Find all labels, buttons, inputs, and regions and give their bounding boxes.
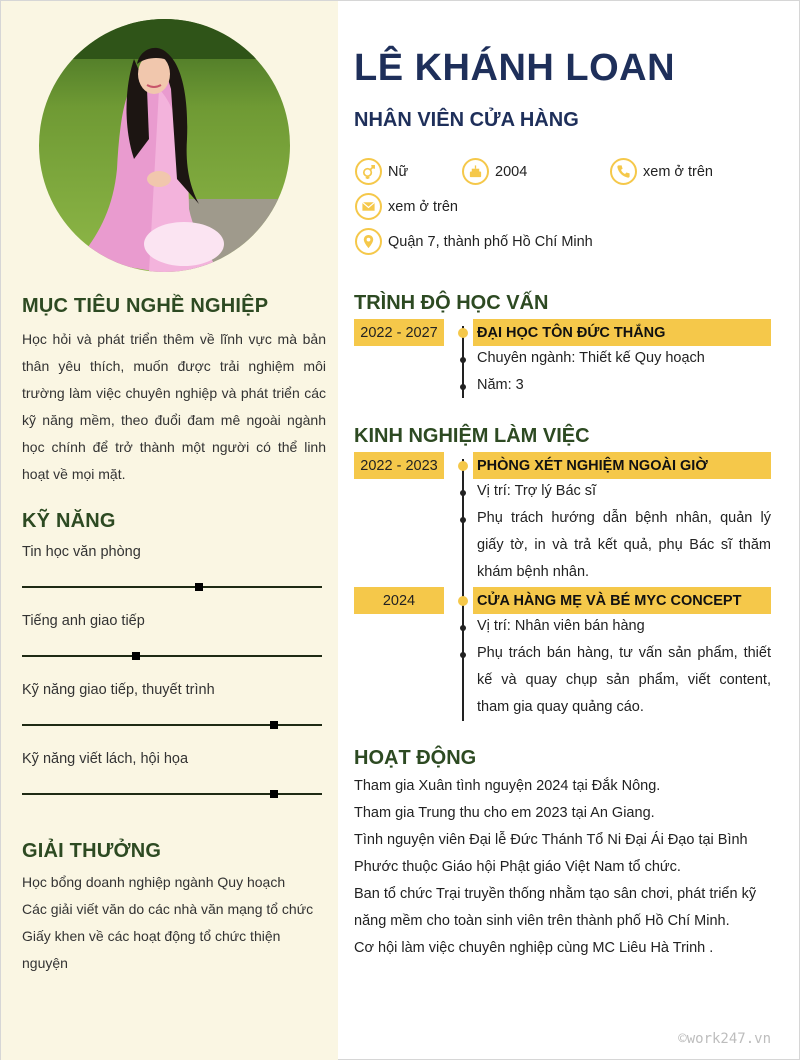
birthday-cake-icon [462, 158, 489, 185]
skill-label: Kỹ năng viết lách, hội họa [22, 751, 189, 767]
skill-bar [22, 655, 322, 657]
skill-level-marker [132, 652, 140, 660]
activities-list [354, 773, 774, 962]
timeline-bullet [460, 625, 466, 631]
skill-label: Tiếng anh giao tiếp [22, 613, 145, 629]
education-heading: TRÌNH ĐỘ HỌC VẤN [354, 292, 549, 314]
profile-photo [39, 19, 290, 272]
portrait-image [39, 19, 290, 272]
skill-bar [22, 724, 322, 726]
education-years: 2022 - 2027 [354, 319, 444, 346]
candidate-name: LÊ KHÁNH LOAN [354, 47, 676, 89]
education-detail: Chuyên ngành: Thiết kế Quy hoạch [477, 350, 705, 366]
awards-list [22, 869, 322, 977]
activity-item: Tham gia Trung thu cho em 2023 tại An Giang. [354, 805, 655, 821]
activities-heading: HOẠT ĐỘNG [354, 747, 477, 769]
timeline-dot [458, 596, 468, 606]
sidebar [1, 1, 338, 1060]
award-item: Các giải viết văn do các nhà văn mạng tổ chức [22, 901, 314, 917]
location-icon [355, 228, 382, 255]
award-item: Học bổng doanh nghiệp ngành Quy hoạch [22, 874, 286, 890]
timeline-dot [458, 328, 468, 338]
experience-company: CỬA HÀNG MẸ VÀ BÉ MYC CONCEPT [473, 587, 771, 614]
experience-timeline [462, 459, 464, 721]
activity-item: Tình nguyện viên Đại lễ Đức Thánh Tổ Ni Đại Ái Đạo tại Bình Phước thuộc Giáo hội Phật giáo Việt Nam tổ chức. [354, 832, 748, 875]
activity-item: Ban tổ chức Trại truyền thống nhằm tạo sân chơi, phát triển kỹ năng mềm cho toàn sinh viên trên thành phố Hồ Chí Minh. [354, 886, 757, 929]
timeline-bullet [460, 490, 466, 496]
experience-heading: KINH NGHIỆM LÀM VIỆC [354, 425, 590, 447]
skill-bar [22, 586, 322, 588]
education-school: ĐẠI HỌC TÔN ĐỨC THẮNG [473, 319, 771, 346]
address-value: Quận 7, thành phố Hồ Chí Minh [388, 233, 593, 250]
timeline-bullet [460, 517, 466, 523]
experience-company: PHÒNG XÉT NGHIỆM NGOÀI GIỜ [473, 452, 771, 479]
skill-level-marker [195, 583, 203, 591]
experience-detail: Phụ trách bán hàng, tư vấn sản phẩm, thiết kế và quay chụp sản phẩm, viết content, tham gia quay quảng cáo. [477, 645, 771, 715]
timeline-bullet [460, 357, 466, 363]
gender-info [355, 158, 408, 185]
activity-item: Cơ hội làm việc chuyên nghiệp cùng MC Liêu Hà Trinh . [354, 940, 714, 956]
timeline-bullet [460, 652, 466, 658]
experience-detail: Phụ trách hướng dẫn bệnh nhân, quản lý giấy tờ, in và trả kết quả, phụ Bác sĩ thăm khám bệnh nhân. [477, 510, 771, 580]
gender-icon [355, 158, 382, 185]
email-value: xem ở trên [388, 198, 458, 215]
birth-year-info [462, 158, 527, 185]
award-item: Giấy khen về các hoạt động tổ chức thiện nguyện [22, 928, 281, 971]
gender-value: Nữ [388, 163, 409, 180]
phone-icon [610, 158, 637, 185]
skill-label: Tin học văn phòng [22, 544, 141, 560]
experience-detail: Vị trí: Nhân viên bán hàng [477, 618, 645, 634]
education-detail: Năm: 3 [477, 377, 524, 393]
experience-years: 2024 [354, 587, 444, 614]
experience-detail: Vị trí: Trợ lý Bác sĩ [477, 483, 597, 499]
address-info [355, 228, 593, 255]
skills-heading: KỸ NĂNG [22, 510, 116, 532]
phone-value: xem ở trên [643, 163, 713, 180]
job-title: NHÂN VIÊN CỬA HÀNG [354, 109, 579, 131]
objective-heading: MỤC TIÊU NGHỀ NGHIỆP [22, 295, 269, 317]
timeline-bullet [460, 384, 466, 390]
experience-years: 2022 - 2023 [354, 452, 444, 479]
objective-text: Học hỏi và phát triển thêm về lĩnh vực mà bản thân yêu thích, muốn được trải nghiệm môi trường làm việc chuyên nghiệp và phát triển các kỹ năng mềm, theo đuổi đam mê ngoài ngành học chính để trở thành một người có thể linh hoạt về mọi mặt. [22, 331, 326, 482]
email-icon [355, 193, 382, 220]
phone-info [610, 158, 713, 185]
activity-item: Tham gia Xuân tình nguyện 2024 tại Đắk Nông. [354, 778, 661, 794]
timeline-dot [458, 461, 468, 471]
skill-bar [22, 793, 322, 795]
skill-level-marker [270, 721, 278, 729]
skill-label: Kỹ năng giao tiếp, thuyết trình [22, 682, 215, 698]
email-info [355, 193, 458, 220]
awards-heading: GIẢI THƯỞNG [22, 840, 162, 862]
birth-year-value: 2004 [495, 163, 528, 180]
skill-level-marker [270, 790, 278, 798]
watermark: ©work247.vn [678, 1031, 771, 1047]
